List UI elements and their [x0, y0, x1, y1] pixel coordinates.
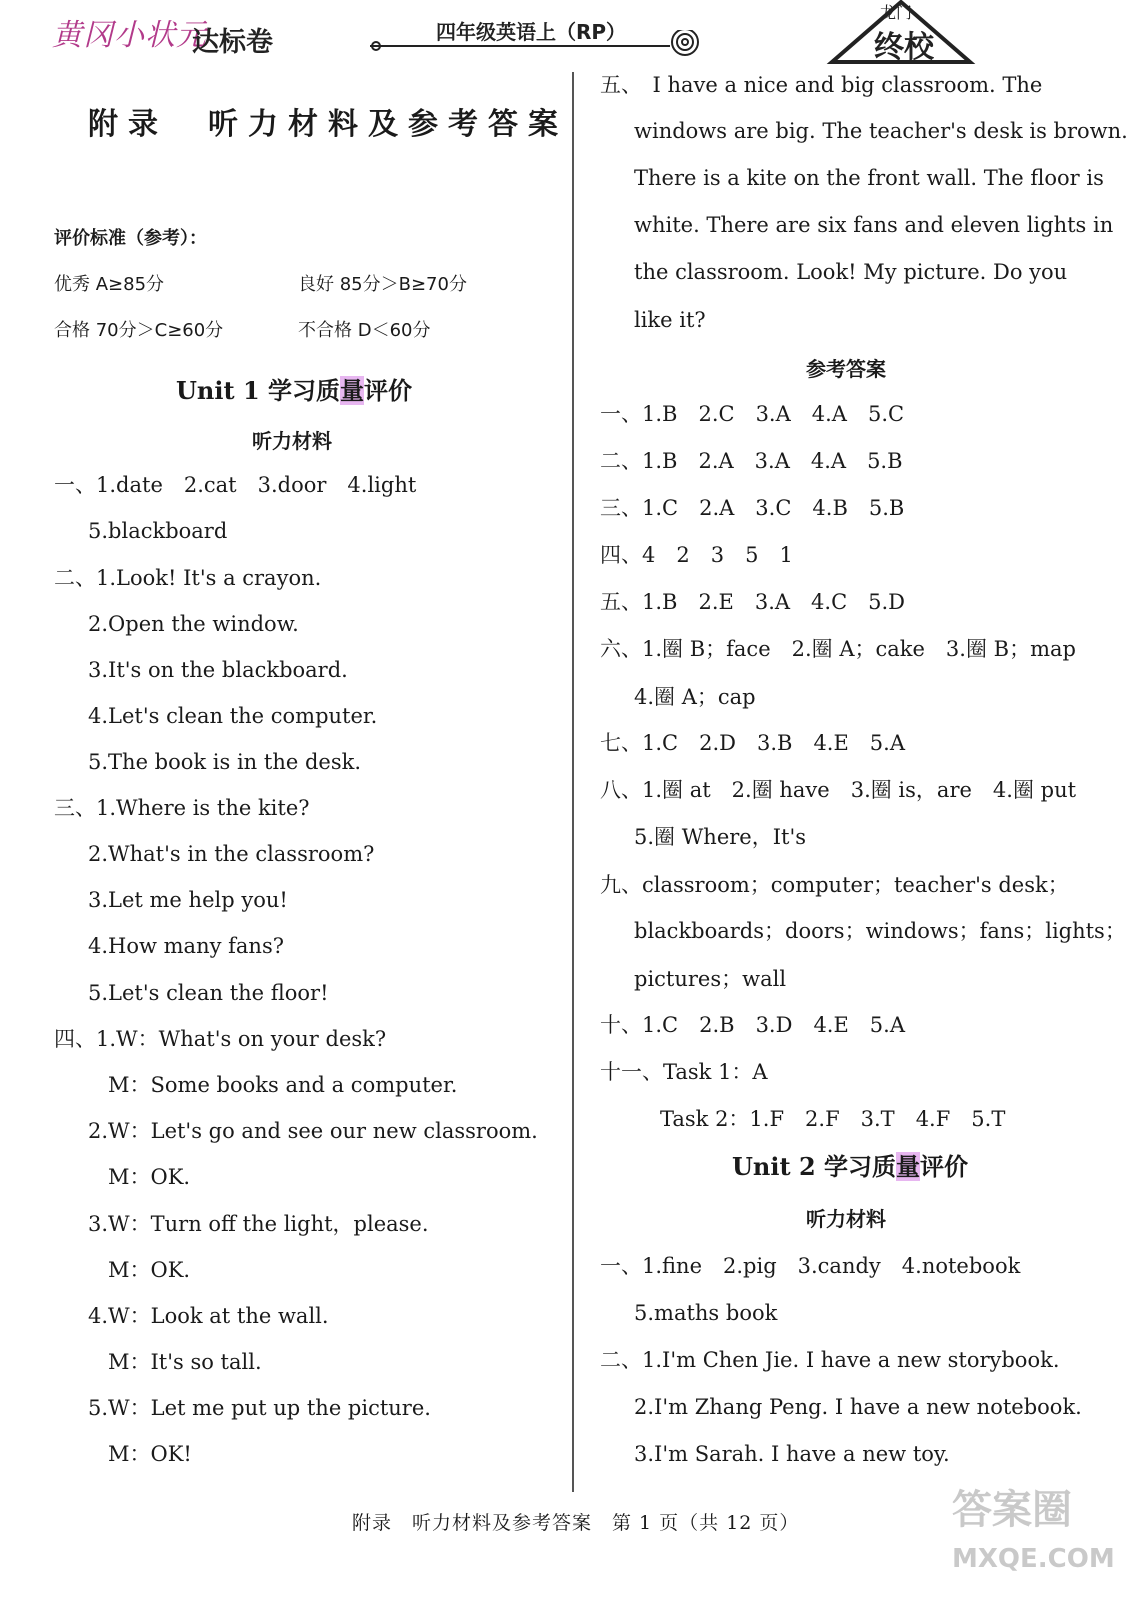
- column-divider: [572, 72, 574, 1492]
- answer-line: 十、1.C 2.B 3.D 4.E 5.A: [600, 1013, 906, 1037]
- list-item: 3.I'm Sarah. I have a new toy.: [634, 1442, 950, 1466]
- answer-line: 4.圈 A；cap: [634, 685, 756, 709]
- unit2-title: Unit 2 学习质量评价: [732, 1152, 968, 1181]
- list-item: 二、1.I'm Chen Jie. I have a new storybook.: [600, 1348, 1060, 1372]
- criteria-item: 良好 85分＞B≥70分: [298, 274, 467, 295]
- answer-line: 一、1.B 2.C 3.A 4.A 5.C: [600, 402, 905, 426]
- list-item: 2.What's in the classroom?: [88, 842, 375, 866]
- list-item: 3.Let me help you!: [88, 888, 288, 912]
- watermark-url: MXQE.COM: [952, 1544, 1115, 1574]
- criteria-item: 不合格 D＜60分: [298, 320, 431, 341]
- answer-line: 三、1.C 2.A 3.C 4.B 5.B: [600, 496, 905, 520]
- list-item: 4.W：Look at the wall.: [88, 1304, 329, 1328]
- answers-heading: 参考答案: [806, 357, 886, 381]
- list-item: windows are big. The teacher's desk is brown.: [634, 119, 1128, 143]
- book-title: 四年级英语上（RP）: [436, 20, 627, 44]
- unit1-title: Unit 1 学习质量评价: [176, 376, 412, 405]
- answer-line: 十一、Task 1：A: [600, 1060, 768, 1084]
- answer-line: 二、1.B 2.A 3.A 4.A 5.B: [600, 449, 903, 473]
- list-item: 三、1.Where is the kite?: [54, 796, 310, 820]
- list-item: 2.I'm Zhang Peng. I have a new notebook.: [634, 1395, 1082, 1419]
- criteria-label: 评价标准（参考）：: [54, 228, 207, 249]
- list-item: There is a kite on the front wall. The floor is: [634, 166, 1104, 190]
- list-item: 3.It's on the blackboard.: [88, 658, 348, 682]
- unit1-listening-heading: 听力材料: [252, 429, 332, 453]
- answer-line: Task 2：1.F 2.F 3.T 4.F 5.T: [660, 1107, 1006, 1131]
- list-item: 五、 I have a nice and big classroom. The: [600, 73, 1043, 97]
- answer-line: 九、classroom；computer；teacher's desk；: [600, 873, 1069, 897]
- list-item: 一、1.date 2.cat 3.door 4.light: [54, 473, 417, 497]
- list-item: M：OK!: [108, 1442, 192, 1466]
- list-item: 4.Let's clean the computer.: [88, 704, 378, 728]
- list-item: 2.W：Let's go and see our new classroom.: [88, 1119, 538, 1143]
- watermark: 答案圈: [952, 1487, 1072, 1533]
- brand-logo: 黄冈小状元: [52, 18, 207, 53]
- list-item: 3.W：Turn off the light，please.: [88, 1212, 429, 1236]
- answer-line: 五、1.B 2.E 3.A 4.C 5.D: [600, 590, 906, 614]
- list-item: 一、1.fine 2.pig 3.candy 4.notebook: [600, 1254, 1021, 1278]
- criteria-item: 优秀 A≥85分: [54, 274, 165, 295]
- list-item: M：Some books and a computer.: [108, 1073, 458, 1097]
- page-footer: 附录 听力材料及参考答案 第 1 页（共 12 页）: [352, 1512, 800, 1534]
- badge-text: 终校: [874, 30, 934, 65]
- answer-line: 四、4 2 3 5 1: [600, 543, 793, 567]
- list-item: 5.Let's clean the floor!: [88, 981, 329, 1005]
- list-item: 2.Open the window.: [88, 612, 299, 636]
- answer-line: 六、1.圈 B；face 2.圈 A；cake 3.圈 B；map: [600, 637, 1076, 661]
- list-item: the classroom. Look! My picture. Do you: [634, 260, 1068, 284]
- page-title: 附录 听力材料及参考答案: [88, 107, 568, 142]
- criteria-item: 合格 70分＞C≥60分: [54, 320, 224, 341]
- answer-line: 七、1.C 2.D 3.B 4.E 5.A: [600, 731, 906, 755]
- list-item: 二、1.Look! It's a crayon.: [54, 566, 322, 590]
- list-item: white. There are six fans and eleven lights in: [634, 213, 1114, 237]
- answer-line: blackboards；doors；windows；fans；lights；: [634, 919, 1126, 943]
- list-item: 四、1.W：What's on your desk?: [54, 1027, 387, 1051]
- list-item: M：It's so tall.: [108, 1350, 262, 1374]
- answer-line: 八、1.圈 at 2.圈 have 3.圈 is，are 4.圈 put: [600, 778, 1077, 802]
- list-item: like it?: [634, 308, 706, 332]
- list-item: 5.W：Let me put up the picture.: [88, 1396, 431, 1420]
- list-item: 5.blackboard: [88, 519, 228, 543]
- answer-line: 5.圈 Where，It's: [634, 825, 806, 849]
- list-item: 4.How many fans?: [88, 934, 284, 958]
- list-item: M：OK.: [108, 1165, 191, 1189]
- unit2-listening-heading: 听力材料: [806, 1207, 886, 1231]
- list-item: M：OK.: [108, 1258, 191, 1282]
- answer-line: pictures；wall: [634, 967, 787, 991]
- list-item: 5.The book is in the desk.: [88, 750, 361, 774]
- list-item: 5.maths book: [634, 1301, 778, 1325]
- badge-top-text: 龙门: [880, 3, 913, 22]
- brand-sub: 达标卷: [192, 27, 273, 58]
